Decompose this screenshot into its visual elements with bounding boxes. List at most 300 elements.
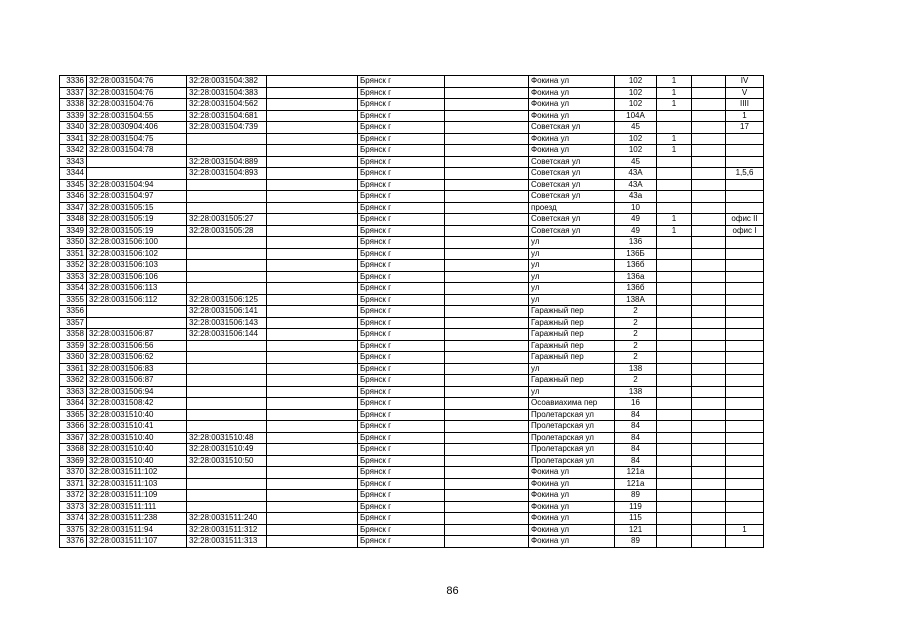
blank-column-b-cell: [445, 191, 529, 203]
house-cell: 2: [615, 340, 657, 352]
land-cadastral-number-cell: 32:28:0031504:97: [87, 191, 187, 203]
city-cell: Брянск г: [358, 99, 445, 111]
premises-cell: [726, 421, 764, 433]
blank-column-c-cell: [692, 340, 726, 352]
house-cell: 89: [615, 536, 657, 548]
building-cell: [657, 432, 692, 444]
object-cadastral-number-cell: 32:28:0031504:739: [187, 122, 267, 134]
blank-column-b-cell: [445, 421, 529, 433]
land-cadastral-number-cell: 32:28:0031511:238: [87, 513, 187, 525]
row-number-cell: 3346: [60, 191, 87, 203]
blank-column-a-cell: [267, 421, 358, 433]
table-row: [60, 329, 764, 341]
street-cell: Фокина ул: [529, 76, 615, 88]
street-cell: Фокина ул: [529, 501, 615, 513]
house-cell: 43А: [615, 168, 657, 180]
street-cell: Фокина ул: [529, 513, 615, 525]
object-cadastral-number-cell: 32:28:0031510:50: [187, 455, 267, 467]
city-cell: Брянск г: [358, 444, 445, 456]
object-cadastral-number-cell: [187, 478, 267, 490]
blank-column-a-cell: [267, 536, 358, 548]
building-cell: [657, 363, 692, 375]
premises-cell: [726, 432, 764, 444]
blank-column-a-cell: [267, 99, 358, 111]
land-cadastral-number-cell: 32:28:0031511:107: [87, 536, 187, 548]
street-cell: Пролетарская ул: [529, 444, 615, 456]
city-cell: Брянск г: [358, 156, 445, 168]
premises-cell: [726, 191, 764, 203]
blank-column-a-cell: [267, 501, 358, 513]
blank-column-a-cell: [267, 455, 358, 467]
row-number-cell: 3360: [60, 352, 87, 364]
building-cell: [657, 478, 692, 490]
premises-cell: [726, 179, 764, 191]
row-number-cell: 3365: [60, 409, 87, 421]
table-row: [60, 225, 764, 237]
street-cell: Фокина ул: [529, 133, 615, 145]
table-row: [60, 352, 764, 364]
blank-column-b-cell: [445, 202, 529, 214]
premises-cell: [726, 455, 764, 467]
building-cell: 1: [657, 133, 692, 145]
object-cadastral-number-cell: 32:28:0031506:125: [187, 294, 267, 306]
street-cell: Фокина ул: [529, 110, 615, 122]
blank-column-b-cell: [445, 248, 529, 260]
table-row: [60, 283, 764, 295]
land-cadastral-number-cell: 32:28:0031510:40: [87, 444, 187, 456]
blank-column-c-cell: [692, 432, 726, 444]
house-cell: 2: [615, 329, 657, 341]
city-cell: Брянск г: [358, 340, 445, 352]
blank-column-c-cell: [692, 352, 726, 364]
blank-column-b-cell: [445, 110, 529, 122]
city-cell: Брянск г: [358, 524, 445, 536]
land-cadastral-number-cell: 32:28:0031506:100: [87, 237, 187, 249]
land-cadastral-number-cell: 32:28:0031510:41: [87, 421, 187, 433]
land-cadastral-number-cell: [87, 156, 187, 168]
blank-column-b-cell: [445, 87, 529, 99]
house-cell: 49: [615, 225, 657, 237]
building-cell: [657, 237, 692, 249]
street-cell: ул: [529, 363, 615, 375]
blank-column-b-cell: [445, 467, 529, 479]
object-cadastral-number-cell: 32:28:0031504:382: [187, 76, 267, 88]
row-number-cell: 3342: [60, 145, 87, 157]
blank-column-c-cell: [692, 536, 726, 548]
building-cell: [657, 317, 692, 329]
blank-column-c-cell: [692, 421, 726, 433]
table-row: [60, 501, 764, 513]
object-cadastral-number-cell: 32:28:0031506:141: [187, 306, 267, 318]
blank-column-b-cell: [445, 133, 529, 145]
row-number-cell: 3357: [60, 317, 87, 329]
table-row: [60, 455, 764, 467]
object-cadastral-number-cell: [187, 467, 267, 479]
street-cell: Пролетарская ул: [529, 432, 615, 444]
table-row: [60, 133, 764, 145]
land-cadastral-number-cell: 32:28:0031510:40: [87, 409, 187, 421]
city-cell: Брянск г: [358, 110, 445, 122]
blank-column-b-cell: [445, 352, 529, 364]
object-cadastral-number-cell: 32:28:0031510:49: [187, 444, 267, 456]
house-cell: 102: [615, 99, 657, 111]
land-cadastral-number-cell: [87, 306, 187, 318]
building-cell: [657, 168, 692, 180]
object-cadastral-number-cell: [187, 398, 267, 410]
row-number-cell: 3347: [60, 202, 87, 214]
house-cell: 104А: [615, 110, 657, 122]
premises-cell: [726, 317, 764, 329]
blank-column-a-cell: [267, 283, 358, 295]
street-cell: Гаражный пер: [529, 317, 615, 329]
blank-column-c-cell: [692, 455, 726, 467]
premises-cell: [726, 133, 764, 145]
house-cell: 136б: [615, 260, 657, 272]
house-cell: 89: [615, 490, 657, 502]
street-cell: проезд: [529, 202, 615, 214]
land-cadastral-number-cell: 32:28:0031505:19: [87, 225, 187, 237]
land-cadastral-number-cell: 32:28:0031508:42: [87, 398, 187, 410]
city-cell: Брянск г: [358, 513, 445, 525]
land-cadastral-number-cell: 32:28:0031504:76: [87, 87, 187, 99]
blank-column-b-cell: [445, 317, 529, 329]
house-cell: 102: [615, 145, 657, 157]
blank-column-c-cell: [692, 467, 726, 479]
blank-column-c-cell: [692, 248, 726, 260]
house-cell: 84: [615, 409, 657, 421]
building-cell: [657, 501, 692, 513]
blank-column-a-cell: [267, 87, 358, 99]
city-cell: Брянск г: [358, 398, 445, 410]
blank-column-b-cell: [445, 455, 529, 467]
blank-column-b-cell: [445, 99, 529, 111]
blank-column-a-cell: [267, 513, 358, 525]
blank-column-a-cell: [267, 478, 358, 490]
object-cadastral-number-cell: [187, 133, 267, 145]
object-cadastral-number-cell: 32:28:0031504:383: [187, 87, 267, 99]
land-cadastral-number-cell: 32:28:0031504:55: [87, 110, 187, 122]
row-number-cell: 3336: [60, 76, 87, 88]
city-cell: Брянск г: [358, 179, 445, 191]
city-cell: Брянск г: [358, 317, 445, 329]
city-cell: Брянск г: [358, 421, 445, 433]
house-cell: 136а: [615, 271, 657, 283]
blank-column-b-cell: [445, 168, 529, 180]
city-cell: Брянск г: [358, 409, 445, 421]
land-cadastral-number-cell: 32:28:0031504:76: [87, 76, 187, 88]
city-cell: Брянск г: [358, 478, 445, 490]
land-cadastral-number-cell: 32:28:0031506:83: [87, 363, 187, 375]
city-cell: Брянск г: [358, 352, 445, 364]
blank-column-a-cell: [267, 168, 358, 180]
street-cell: ул: [529, 248, 615, 260]
house-cell: 102: [615, 76, 657, 88]
blank-column-a-cell: [267, 432, 358, 444]
street-cell: ул: [529, 386, 615, 398]
blank-column-a-cell: [267, 145, 358, 157]
house-cell: 138А: [615, 294, 657, 306]
blank-column-b-cell: [445, 145, 529, 157]
row-number-cell: 3353: [60, 271, 87, 283]
street-cell: Советская ул: [529, 156, 615, 168]
city-cell: Брянск г: [358, 294, 445, 306]
building-cell: [657, 444, 692, 456]
blank-column-a-cell: [267, 375, 358, 387]
city-cell: Брянск г: [358, 145, 445, 157]
street-cell: Советская ул: [529, 122, 615, 134]
row-number-cell: 3341: [60, 133, 87, 145]
street-cell: Фокина ул: [529, 478, 615, 490]
premises-cell: [726, 409, 764, 421]
building-cell: [657, 329, 692, 341]
table-row: [60, 444, 764, 456]
land-cadastral-number-cell: 32:28:0031506:56: [87, 340, 187, 352]
land-cadastral-number-cell: 32:28:0031504:94: [87, 179, 187, 191]
table-row: [60, 191, 764, 203]
building-cell: [657, 513, 692, 525]
blank-column-a-cell: [267, 214, 358, 226]
premises-cell: 1: [726, 524, 764, 536]
street-cell: ул: [529, 237, 615, 249]
object-cadastral-number-cell: [187, 340, 267, 352]
premises-cell: IV: [726, 76, 764, 88]
premises-cell: [726, 444, 764, 456]
premises-cell: [726, 156, 764, 168]
table-row: [60, 536, 764, 548]
table-row: [60, 76, 764, 88]
city-cell: Брянск г: [358, 76, 445, 88]
table-row: [60, 87, 764, 99]
object-cadastral-number-cell: 32:28:0031505:27: [187, 214, 267, 226]
object-cadastral-number-cell: 32:28:0031505:28: [187, 225, 267, 237]
building-cell: 1: [657, 145, 692, 157]
blank-column-a-cell: [267, 409, 358, 421]
blank-column-b-cell: [445, 398, 529, 410]
building-cell: [657, 260, 692, 272]
house-cell: 102: [615, 133, 657, 145]
city-cell: Брянск г: [358, 122, 445, 134]
house-cell: 121а: [615, 478, 657, 490]
house-cell: 84: [615, 432, 657, 444]
blank-column-c-cell: [692, 398, 726, 410]
table-row: [60, 99, 764, 111]
street-cell: Советская ул: [529, 214, 615, 226]
table-row: [60, 375, 764, 387]
city-cell: Брянск г: [358, 375, 445, 387]
land-cadastral-number-cell: 32:28:0031506:87: [87, 375, 187, 387]
row-number-cell: 3361: [60, 363, 87, 375]
blank-column-b-cell: [445, 444, 529, 456]
land-cadastral-number-cell: 32:28:0030904:406: [87, 122, 187, 134]
blank-column-b-cell: [445, 214, 529, 226]
row-number-cell: 3344: [60, 168, 87, 180]
city-cell: Брянск г: [358, 191, 445, 203]
house-cell: 43А: [615, 179, 657, 191]
land-cadastral-number-cell: 32:28:0031506:94: [87, 386, 187, 398]
city-cell: Брянск г: [358, 225, 445, 237]
house-cell: 136: [615, 237, 657, 249]
city-cell: Брянск г: [358, 536, 445, 548]
premises-cell: [726, 294, 764, 306]
blank-column-a-cell: [267, 202, 358, 214]
object-cadastral-number-cell: [187, 237, 267, 249]
table-row: [60, 398, 764, 410]
page-number: 86: [446, 585, 459, 597]
blank-column-a-cell: [267, 398, 358, 410]
table-row: [60, 260, 764, 272]
land-cadastral-number-cell: 32:28:0031510:40: [87, 455, 187, 467]
city-cell: Брянск г: [358, 283, 445, 295]
blank-column-c-cell: [692, 386, 726, 398]
blank-column-a-cell: [267, 237, 358, 249]
blank-column-b-cell: [445, 490, 529, 502]
row-number-cell: 3337: [60, 87, 87, 99]
object-cadastral-number-cell: 32:28:0031511:312: [187, 524, 267, 536]
object-cadastral-number-cell: [187, 363, 267, 375]
premises-cell: [726, 145, 764, 157]
blank-column-b-cell: [445, 386, 529, 398]
street-cell: ул: [529, 260, 615, 272]
blank-column-a-cell: [267, 386, 358, 398]
row-number-cell: 3362: [60, 375, 87, 387]
blank-column-b-cell: [445, 156, 529, 168]
house-cell: 84: [615, 421, 657, 433]
premises-cell: офис II: [726, 214, 764, 226]
land-cadastral-number-cell: [87, 168, 187, 180]
table-row: [60, 110, 764, 122]
building-cell: [657, 490, 692, 502]
blank-column-a-cell: [267, 76, 358, 88]
premises-cell: 17: [726, 122, 764, 134]
property-register-table: [59, 75, 764, 548]
street-cell: Советская ул: [529, 191, 615, 203]
object-cadastral-number-cell: 32:28:0031510:48: [187, 432, 267, 444]
row-number-cell: 3340: [60, 122, 87, 134]
blank-column-b-cell: [445, 536, 529, 548]
table-row: [60, 467, 764, 479]
object-cadastral-number-cell: [187, 501, 267, 513]
premises-cell: [726, 306, 764, 318]
table-row: [60, 409, 764, 421]
row-number-cell: 3339: [60, 110, 87, 122]
street-cell: Пролетарская ул: [529, 409, 615, 421]
house-cell: 45: [615, 122, 657, 134]
object-cadastral-number-cell: [187, 386, 267, 398]
house-cell: 121: [615, 524, 657, 536]
street-cell: ул: [529, 294, 615, 306]
row-number-cell: 3371: [60, 478, 87, 490]
street-cell: Осоавиахима пер: [529, 398, 615, 410]
blank-column-c-cell: [692, 122, 726, 134]
object-cadastral-number-cell: [187, 352, 267, 364]
building-cell: [657, 375, 692, 387]
premises-cell: [726, 237, 764, 249]
building-cell: [657, 202, 692, 214]
row-number-cell: 3338: [60, 99, 87, 111]
city-cell: Брянск г: [358, 168, 445, 180]
blank-column-c-cell: [692, 317, 726, 329]
object-cadastral-number-cell: [187, 490, 267, 502]
premises-cell: [726, 283, 764, 295]
building-cell: 1: [657, 87, 692, 99]
blank-column-a-cell: [267, 133, 358, 145]
street-cell: Гаражный пер: [529, 340, 615, 352]
building-cell: [657, 122, 692, 134]
blank-column-c-cell: [692, 294, 726, 306]
blank-column-b-cell: [445, 237, 529, 249]
premises-cell: [726, 398, 764, 410]
table-row: [60, 294, 764, 306]
blank-column-a-cell: [267, 340, 358, 352]
city-cell: Брянск г: [358, 133, 445, 145]
premises-cell: IIII: [726, 99, 764, 111]
building-cell: 1: [657, 76, 692, 88]
row-number-cell: 3364: [60, 398, 87, 410]
building-cell: 1: [657, 99, 692, 111]
street-cell: Гаражный пер: [529, 375, 615, 387]
blank-column-c-cell: [692, 513, 726, 525]
house-cell: 138: [615, 386, 657, 398]
house-cell: 138: [615, 363, 657, 375]
table-body: [60, 76, 764, 548]
street-cell: Фокина ул: [529, 145, 615, 157]
row-number-cell: 3374: [60, 513, 87, 525]
row-number-cell: 3376: [60, 536, 87, 548]
premises-cell: 1,5,6: [726, 168, 764, 180]
street-cell: Гаражный пер: [529, 329, 615, 341]
blank-column-b-cell: [445, 76, 529, 88]
city-cell: Брянск г: [358, 260, 445, 272]
land-cadastral-number-cell: 32:28:0031511:103: [87, 478, 187, 490]
object-cadastral-number-cell: [187, 271, 267, 283]
table-row: [60, 237, 764, 249]
blank-column-b-cell: [445, 179, 529, 191]
blank-column-a-cell: [267, 191, 358, 203]
house-cell: 16: [615, 398, 657, 410]
land-cadastral-number-cell: 32:28:0031511:111: [87, 501, 187, 513]
city-cell: Брянск г: [358, 455, 445, 467]
object-cadastral-number-cell: [187, 421, 267, 433]
blank-column-b-cell: [445, 271, 529, 283]
blank-column-b-cell: [445, 501, 529, 513]
building-cell: [657, 283, 692, 295]
blank-column-c-cell: [692, 237, 726, 249]
blank-column-c-cell: [692, 501, 726, 513]
city-cell: Брянск г: [358, 202, 445, 214]
land-cadastral-number-cell: 32:28:0031506:106: [87, 271, 187, 283]
row-number-cell: 3354: [60, 283, 87, 295]
building-cell: [657, 156, 692, 168]
building-cell: [657, 306, 692, 318]
row-number-cell: 3345: [60, 179, 87, 191]
building-cell: [657, 398, 692, 410]
row-number-cell: 3369: [60, 455, 87, 467]
blank-column-c-cell: [692, 375, 726, 387]
table-row: [60, 386, 764, 398]
street-cell: Фокина ул: [529, 490, 615, 502]
blank-column-a-cell: [267, 156, 358, 168]
blank-column-b-cell: [445, 340, 529, 352]
object-cadastral-number-cell: [187, 375, 267, 387]
city-cell: Брянск г: [358, 248, 445, 260]
street-cell: Фокина ул: [529, 524, 615, 536]
blank-column-b-cell: [445, 375, 529, 387]
street-cell: Фокина ул: [529, 87, 615, 99]
blank-column-b-cell: [445, 294, 529, 306]
house-cell: 10: [615, 202, 657, 214]
object-cadastral-number-cell: 32:28:0031504:893: [187, 168, 267, 180]
table-row: [60, 202, 764, 214]
